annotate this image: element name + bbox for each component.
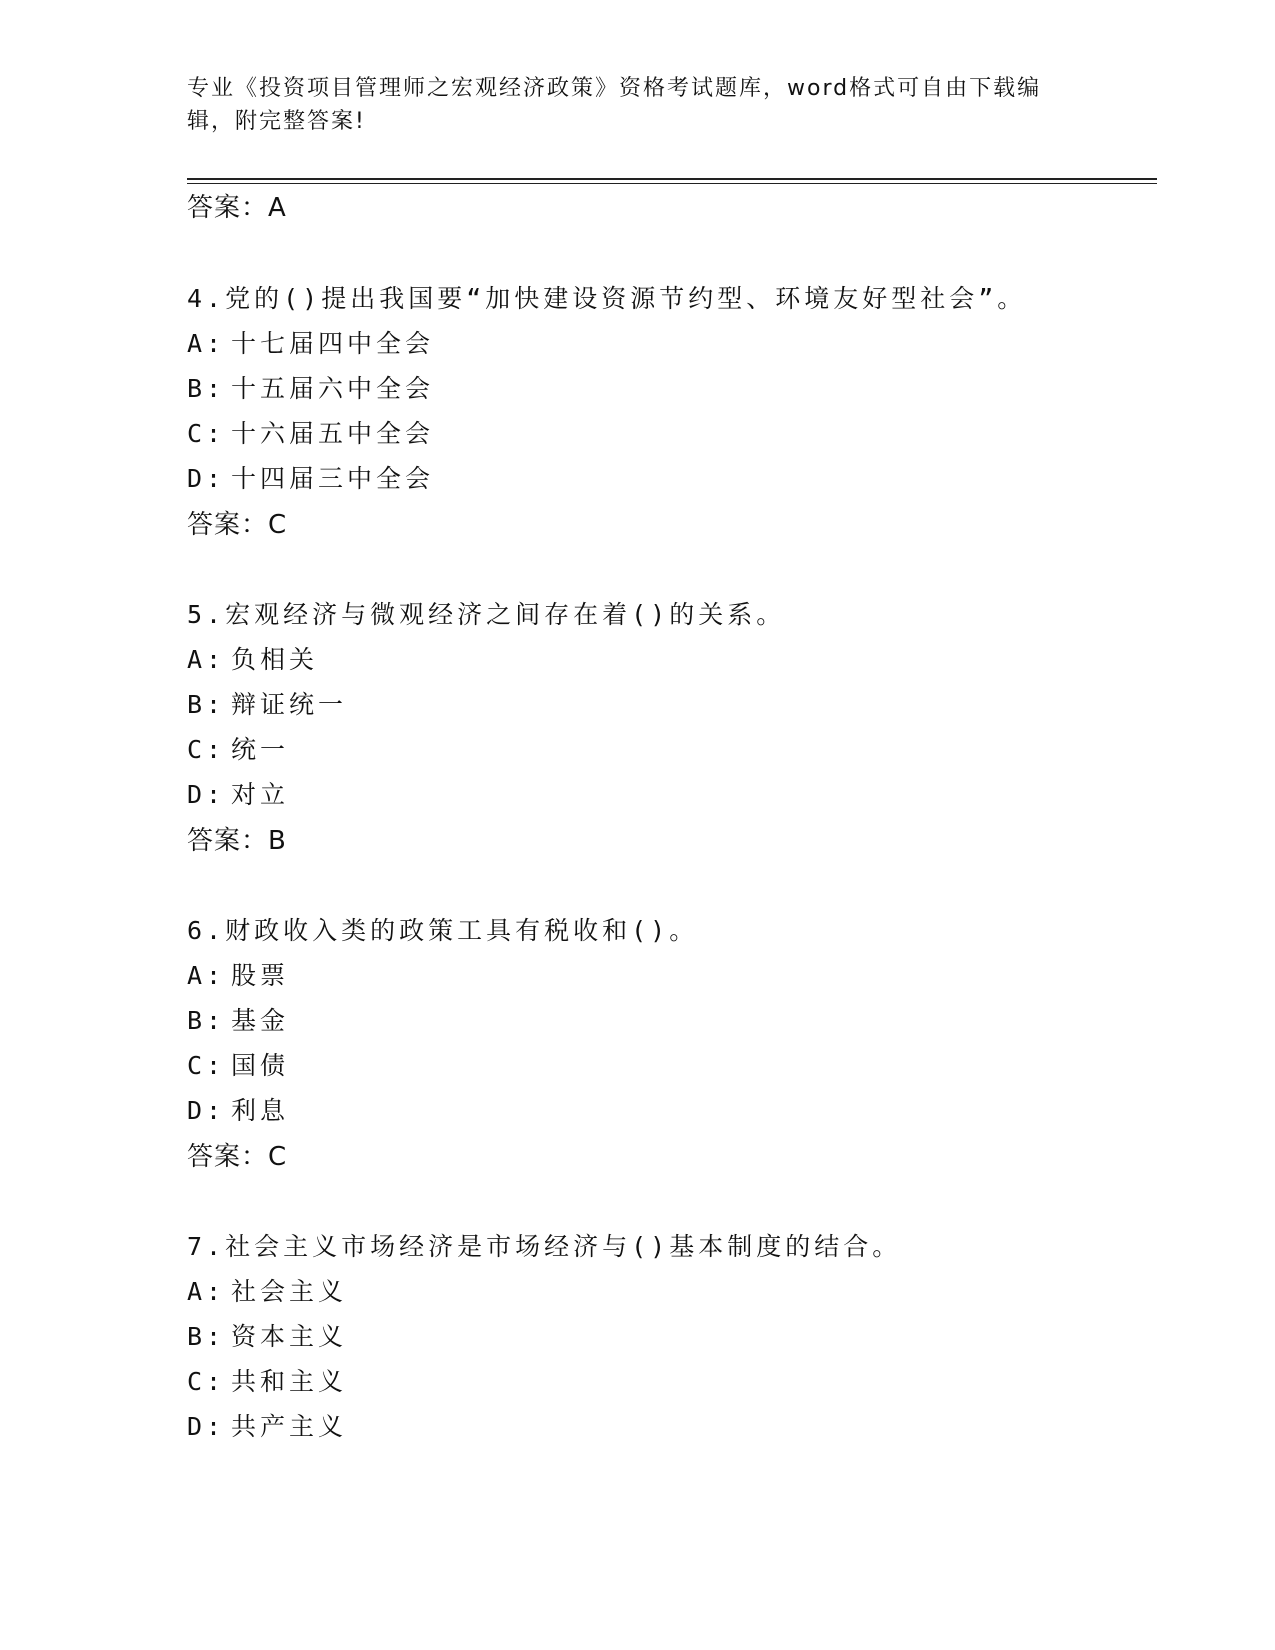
question-stem: 5.宏观经济与微观经济之间存在着()的关系。	[187, 600, 786, 629]
option-text: 利息	[231, 1096, 290, 1125]
header-intro: 专业《投资项目管理师之宏观经济政策》资格考试题库，word格式可自由下载编辑，附完整答案!	[187, 76, 1042, 134]
option-a	[187, 329, 434, 359]
option-text: 统一	[231, 735, 290, 764]
option-text: 共产主义	[231, 1412, 348, 1441]
question-stem: 7.社会主义市场经济是市场经济与()基本制度的结合。	[187, 1232, 902, 1261]
option-text: 十五届六中全会	[231, 374, 435, 403]
option-a	[187, 1277, 347, 1307]
answer-line: 答案：B	[187, 826, 287, 856]
option-b	[187, 1322, 347, 1352]
option-text: 国债	[231, 1051, 290, 1080]
option-c	[187, 419, 434, 449]
option-key: A:	[187, 645, 226, 674]
option-c	[187, 1051, 289, 1081]
option-a	[187, 645, 318, 675]
answer-line: 答案：A	[187, 193, 287, 223]
option-key: A:	[187, 1277, 226, 1306]
option-text: 十六届五中全会	[231, 419, 435, 448]
option-text: 负相关	[231, 645, 319, 674]
option-text: 股票	[231, 961, 290, 990]
option-d	[187, 464, 434, 494]
header-divider-top	[187, 178, 1157, 180]
option-key: A:	[187, 961, 226, 990]
option-text: 基金	[231, 1006, 290, 1035]
option-key: D:	[187, 780, 226, 809]
option-key: C:	[187, 1051, 226, 1080]
option-key: B:	[187, 690, 226, 719]
answer-line: 答案：C	[187, 1142, 288, 1172]
option-key: C:	[187, 1367, 226, 1396]
option-text: 共和主义	[231, 1367, 348, 1396]
option-key: C:	[187, 419, 226, 448]
option-b	[187, 690, 347, 720]
option-key: A:	[187, 329, 226, 358]
option-text: 辩证统一	[231, 690, 348, 719]
option-c	[187, 735, 289, 765]
option-key: D:	[187, 1096, 226, 1125]
option-key: B:	[187, 374, 226, 403]
option-key: B:	[187, 1322, 226, 1351]
option-d	[187, 1412, 347, 1442]
option-text: 资本主义	[231, 1322, 348, 1351]
option-text: 十七届四中全会	[231, 329, 435, 358]
option-text: 社会主义	[231, 1277, 348, 1306]
question-stem: 4.党的()提出我国要“加快建设资源节约型、环境友好型社会”。	[187, 284, 1027, 313]
answer-line: 答案：C	[187, 510, 288, 540]
option-c	[187, 1367, 347, 1397]
option-text: 对立	[231, 780, 290, 809]
option-a	[187, 961, 289, 991]
option-d	[187, 780, 289, 810]
option-key: B:	[187, 1006, 226, 1035]
option-key: D:	[187, 1412, 226, 1441]
option-b	[187, 1006, 289, 1036]
option-key: C:	[187, 735, 226, 764]
question-stem: 6.财政收入类的政策工具有税收和()。	[187, 916, 699, 945]
option-b	[187, 374, 434, 404]
header-divider-bottom	[187, 183, 1157, 184]
option-key: D:	[187, 464, 226, 493]
option-text: 十四届三中全会	[231, 464, 435, 493]
option-d	[187, 1096, 289, 1126]
